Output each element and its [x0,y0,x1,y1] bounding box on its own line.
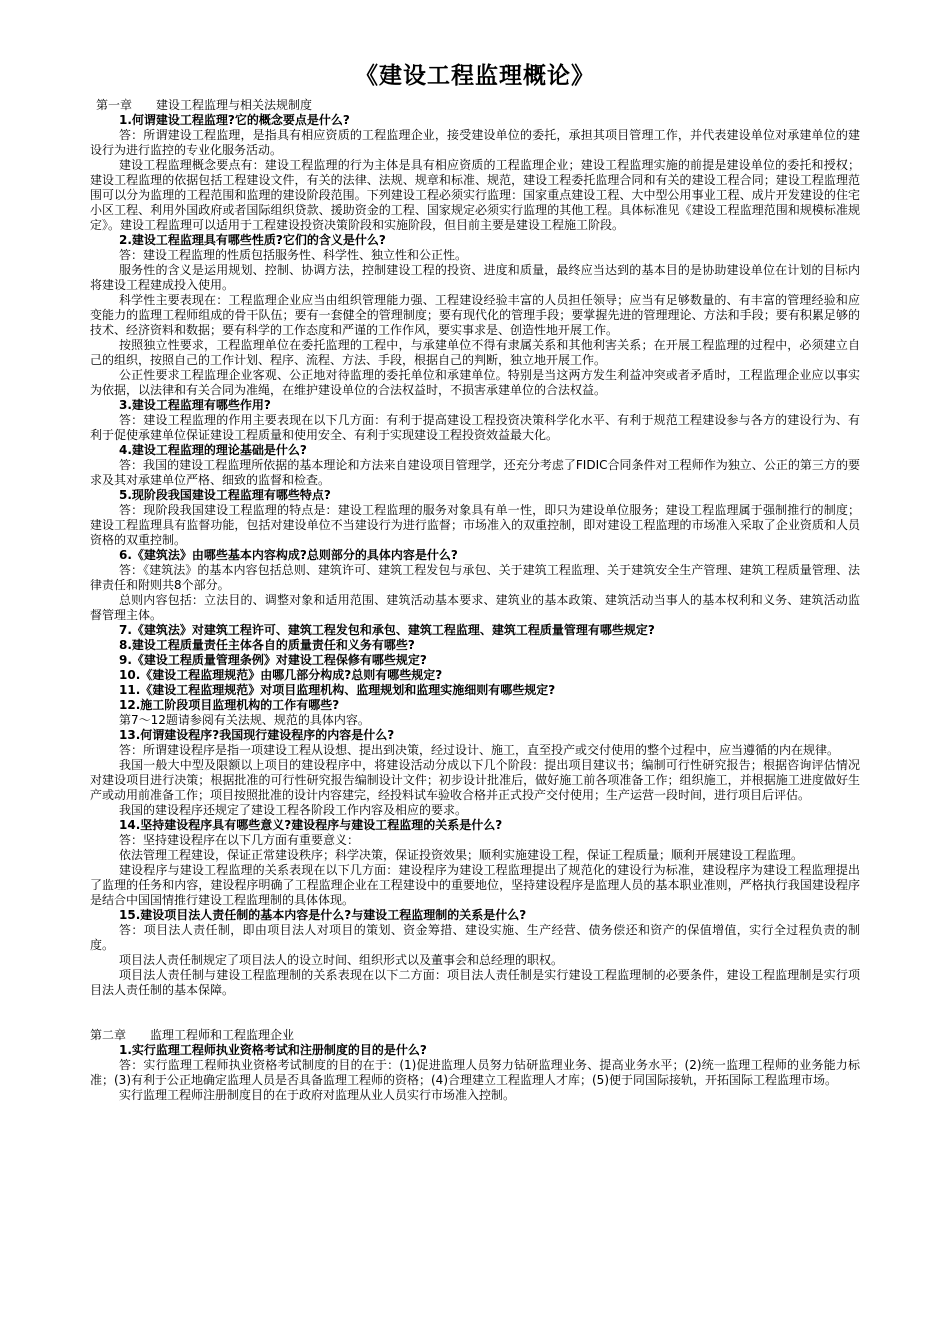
paragraph: 答：建设工程监理的性质包括服务性、科学性、独立性和公正性。 [119,248,468,262]
question-heading: 13.何谓建设程序?我国现行建设程序的内容是什么? [119,728,395,742]
question-heading: 7.《建筑法》对建筑工程许可、建筑工程发包和承包、建筑工程监理、建筑工程质量管理有哪些规定? [119,623,655,637]
question-heading: 11.《建设工程监理规范》对项目监理机构、监理规划和监理实施细则有哪些规定? [119,683,556,697]
paragraph: 第7～12题请参阅有关法规、规范的具体内容。 [119,713,370,727]
paragraph: 科学性主要表现在：工程监理企业应当由组织管理能力强、工程建设经验丰富的人员担任领导；应当有足够数量的、有丰富的管理经验和应变能力的监理工程师组成的骨干队伍；要有一套健全的管理制度；要有现代化的管理手段；要掌握先进的管理理论、方法和手段；要有积累足够的技术、经济资料和数据；要有科学的工作态度和严谨的工作作风，要实事求是、创造性地开展工作。 [90,293,860,337]
paragraph: 答：坚持建设程序在以下几方面有重要意义： [119,833,360,847]
question-heading: 12.施工阶段项目监理机构的工作有哪些? [119,698,340,712]
question-heading: 15.建设项目法人责任制的基本内容是什么?与建设工程监理制的关系是什么? [119,908,527,922]
paragraph: 答：所谓建设工程监理，是指具有相应资质的工程监理企业，接受建设单位的委托，承担其项目管理工作，并代表建设单位对承建单位的建设行为进行监控的专业化服务活动。 [90,128,860,157]
paragraph: 我国一般大中型及限额以上项目的建设程序中，将建设活动分成以下几个阶段：提出项目建议书；编制可行性研究报告；根据咨询评估情况对建设项目进行决策；根据批准的可行性研究报告编制设计文件；初步设计批准后，做好施工前各项准备工作；组织施工，并根据施工进度做好生产或动用前准备工作；项目按照批准的设计内容建完，经投料试车验收合格并正式投产交付使用；生产运营一段时间，进行项目后评估。 [90,758,860,802]
paragraph: 总则内容包括：立法目的、调整对象和适用范围、建筑活动基本要求、建筑业的基本政策、建筑活动当事人的基本权利和义务、建筑活动监督管理主体。 [90,593,860,622]
question-heading: 6.《建筑法》由哪些基本内容构成?总则部分的具体内容是什么? [119,548,458,562]
document-body [90,98,860,1103]
question-heading: 5.现阶段我国建设工程监理有哪些特点? [119,488,331,502]
paragraph: 答：所谓建设程序是指一项建设工程从设想、提出到决策，经过设计、施工，直至投产或交付使用的整个过程中，应当遵循的内在规律。 [119,743,840,757]
chapter-heading: 第一章 建设工程监理与相关法规制度 [96,98,313,112]
paragraph: 答：我国的建设工程监理所依据的基本理论和方法来自建设项目管理学，还充分考虑了FIDIC合同条件对工程师作为独立、公正的第三方的要求及其对承建单位严格、细致的监督和检查。 [90,458,860,487]
paragraph: 答：现阶段我国建设工程监理的特点是：建设工程监理的服务对象具有单一性，即只为建设单位服务；建设工程监理属于强制推行的制度；建设工程监理具有监督功能，包括对建设单位不当建设行为进行监督；市场准入的双重控制，即对建设工程监理的市场准入采取了企业资质和人员资格的双重控制。 [90,503,860,547]
paragraph: 答：项目法人责任制，即由项目法人对项目的策划、资金筹措、建设实施、生产经营、债务偿还和资产的保值增值，实行全过程负责的制度。 [90,923,860,952]
paragraph: 项目法人责任制规定了项目法人的设立时间、组织形式以及董事会和总经理的职权。 [119,953,564,967]
question-heading: 4.建设工程监理的理论基础是什么? [119,443,307,457]
document-title: 《建设工程监理概论》 [355,63,595,89]
paragraph: 按照独立性要求，工程监理单位在委托监理的工程中，与承建单位不得有隶属关系和其他利害关系；在开展工程监理的过程中，必须建立自己的组织，按照自己的工作计划、程序、流程、方法、手段，根据自己的判断，独立地开展工作。 [90,338,860,367]
paragraph: 项目法人责任制与建设工程监理制的关系表现在以下二方面：项目法人责任制是实行建设工程监理制的必要条件，建设工程监理制是实行项目法人责任制的基本保障。 [90,968,860,997]
question-heading: 3.建设工程监理有哪些作用? [119,398,271,412]
question-heading: 8.建设工程质量责任主体各自的质量责任和义务有哪些? [119,638,415,652]
paragraph: 建设程序与建设工程监理的关系表现在以下几方面：建设程序为建设工程监理提出了规范化的建设行为标准，建设程序为建设工程监理提出了监理的任务和内容，建设程序明确了工程监理企业在工程建设中的重要地位，坚持建设程序是监理人员的基本职业准则，严格执行我国建设程序是结合中国国情推行建设工程监理制的具体体现。 [90,863,860,907]
question-heading: 14.坚持建设程序具有哪些意义?建设程序与建设工程监理的关系是什么? [119,818,503,832]
paragraph: 公正性要求工程监理企业客观、公正地对待监理的委托单位和承建单位。特别是当这两方发生利益冲突或者矛盾时，工程监理企业应以事实为依据，以法律和有关合同为准绳，在维护建设单位的合法权益时，不损害承建单位的合法权益。 [90,368,860,397]
document-page [90,62,860,1103]
paragraph: 答：《建筑法》的基本内容包括总则、建筑许可、建筑工程发包与承包、关于建筑工程监理、关于建筑安全生产管理、建筑工程质量管理、法律责任和附则共8个部分。 [90,563,860,592]
paragraph: 答：实行监理工程师执业资格考试制度的目的在于：(1)促进监理人员努力钻研监理业务、提高业务水平；(2)统一监理工程师的业务能力标准；(3)有利于公正地确定监理人员是否具备监理工程师的资格；(4)合理建立工程监理人才库；(5)便于同国际接轨，开拓国际工程监理市场。 [90,1058,860,1087]
paragraph: 建设工程监理概念要点有：建设工程监理的行为主体是具有相应资质的工程监理企业；建设工程监理实施的前提是建设单位的委托和授权；建设工程监理的依据包括工程建设文件，有关的法律、法规、规章和标准、规范，建设工程委托监理合同和有关的建设工程合同；建设工程监理范围可以分为监理的工程范围和监理的建设阶段范围。下列建设工程必须实行监理：国家重点建设工程、大中型公用事业工程、成片开发建设的住宅小区工程、利用外国政府或者国际组织贷款、援助资金的工程、国家规定必须实行监理的其他工程。具体标准见《建设工程监理范围和规模标准规定》。建设工程监理可以适用于工程建设投资决策阶段和实施阶段，但目前主要是建设工程施工阶段。 [90,158,860,232]
paragraph: 答：建设工程监理的作用主要表现在以下几方面：有利于提高建设工程投资决策科学化水平、有利于规范工程建设参与各方的建设行为、有利于促使承建单位保证建设工程质量和使用安全、有利于实现建设工程投资效益最大化。 [90,413,860,442]
chapter-heading: 第二章 监理工程师和工程监理企业 [90,1028,295,1042]
paragraph: 服务性的含义是运用规划、控制、协调方法，控制建设工程的投资、进度和质量，最终应当达到的基本目的是协助建设单位在计划的目标内将建设工程建成投入使用。 [90,263,860,292]
question-heading: 1.实行监理工程师执业资格考试和注册制度的目的是什么? [119,1043,427,1057]
question-heading: 2.建设工程监理具有哪些性质?它们的含义是什么? [119,233,386,247]
paragraph: 依法管理工程建设，保证正常建设秩序；科学决策，保证投资效果；顺利实施建设工程，保证工程质量；顺利开展建设工程监理。 [119,848,804,862]
question-heading: 9.《建设工程质量管理条例》对建设工程保修有哪些规定? [119,653,427,667]
paragraph: 我国的建设程序还规定了建设工程各阶段工作内容及相应的要求。 [119,803,468,817]
question-heading: 1.何谓建设工程监理?它的概念要点是什么? [119,113,350,127]
question-heading: 10.《建设工程监理规范》由哪几部分构成?总则有哪些规定? [119,668,443,682]
paragraph: 实行监理工程师注册制度目的在于政府对监理从业人员实行市场准入控制。 [119,1088,516,1102]
